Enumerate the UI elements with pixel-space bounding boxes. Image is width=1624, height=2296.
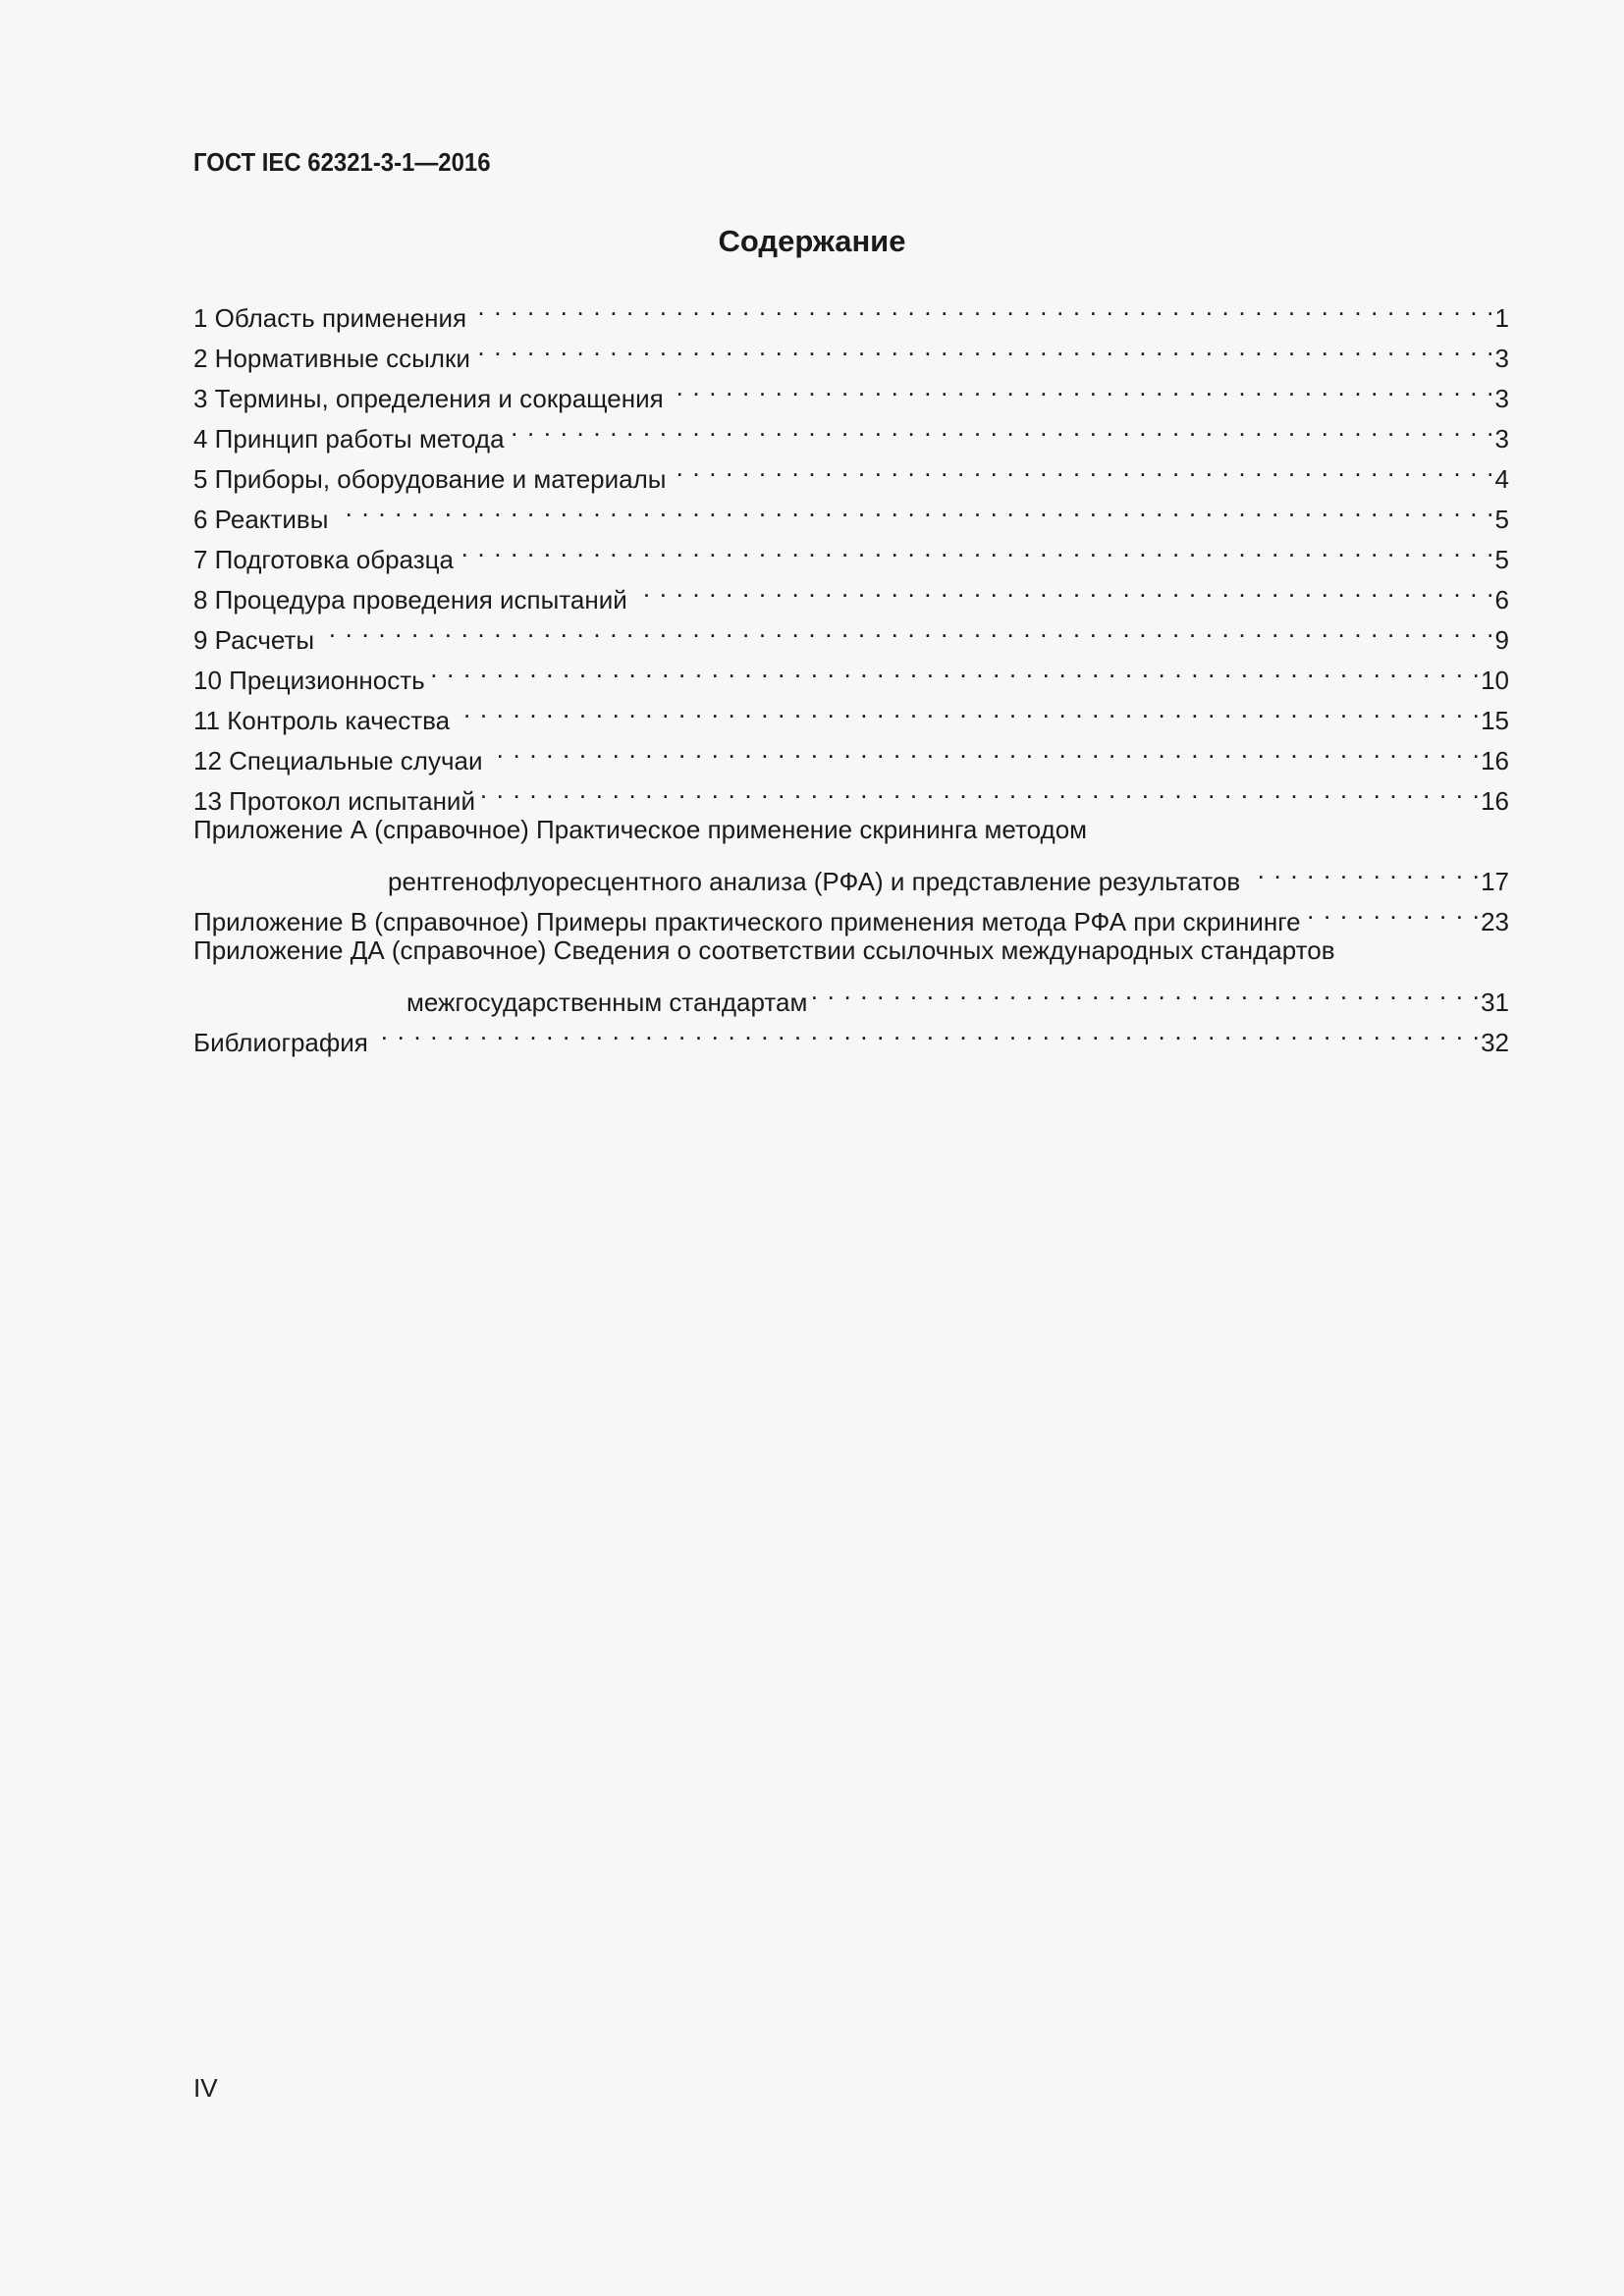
- dot-leader: [511, 407, 1495, 448]
- toc-title: Содержание: [718, 224, 906, 258]
- toc-entry-page: 9: [1494, 625, 1509, 655]
- toc-entry-page: 5: [1494, 505, 1509, 534]
- toc-entry-label: 1 Область применения: [193, 303, 467, 333]
- toc-entry-label: 12 Специальные случаи: [193, 746, 483, 775]
- toc-entry-label: 11 Контроль качества: [193, 706, 451, 735]
- toc-entry-1[interactable]: [193, 287, 1509, 333]
- dot-leader: [460, 528, 1495, 568]
- dot-leader: [456, 689, 1481, 729]
- toc-entry-page: 16: [1481, 746, 1509, 775]
- toc-entry-label: 5 Приборы, оборудование и материалы: [193, 464, 667, 494]
- dot-leader: [481, 770, 1481, 810]
- dot-leader: [374, 1011, 1481, 1051]
- toc-entry-9[interactable]: [193, 609, 1509, 655]
- dot-leader: [488, 729, 1481, 770]
- toc-entry-label: 4 Принцип работы метода: [193, 424, 505, 454]
- dot-leader: [476, 327, 1495, 367]
- table-of-contents: [193, 287, 1509, 1057]
- dot-leader: [633, 568, 1495, 609]
- dot-leader: [1307, 890, 1482, 931]
- toc-entry-label: 10 Прецизионность: [193, 666, 425, 695]
- toc-entry-page: 10: [1481, 666, 1509, 695]
- toc-appendix-a-line1: Приложение А (справочное) Практическое применение скрининга методом: [193, 815, 1088, 844]
- toc-entry-page: 6: [1494, 585, 1509, 614]
- toc-entry-label: 9 Расчеты: [193, 625, 315, 655]
- toc-entry-page: 15: [1481, 706, 1509, 735]
- toc-entry-page: 4: [1494, 464, 1509, 494]
- toc-appendix-a[interactable]: [193, 810, 1509, 896]
- toc-appendix-da[interactable]: [193, 931, 1509, 1017]
- toc-entry-page: 17: [1481, 867, 1509, 896]
- toc-bibliography-label: Библиография: [193, 1028, 368, 1057]
- toc-appendix-da-line1: Приложение ДА (справочное) Сведения о соответствии ссылочных международных стандартов: [193, 935, 1335, 965]
- toc-appendix-da-line2: межгосударственным стандартам: [406, 988, 808, 1017]
- toc-appendix-b-label: Приложение В (справочное) Примеры практического применения метода РФА при скрининге: [193, 907, 1301, 936]
- toc-entry-10[interactable]: [193, 649, 1509, 695]
- toc-entry-page: 3: [1494, 344, 1509, 373]
- toc-entry-label: 7 Подготовка образца: [193, 545, 455, 574]
- toc-entry-label: 6 Реактивы: [193, 505, 329, 534]
- toc-entry-page: 3: [1494, 424, 1509, 454]
- toc-bibliography[interactable]: [193, 1011, 1509, 1057]
- toc-entry-label: 13 Протокол испытаний: [193, 786, 475, 816]
- toc-entry-label: 8 Процедура проведения испытаний: [193, 585, 627, 614]
- toc-entry-label: 3 Термины, определения и сокращения: [193, 384, 664, 413]
- toc-entry-page: 23: [1481, 907, 1509, 936]
- dot-leader: [670, 367, 1495, 407]
- toc-entry-page: 16: [1481, 786, 1509, 816]
- dot-leader: [320, 609, 1494, 649]
- dot-leader: [672, 448, 1494, 488]
- toc-entry-page: 1: [1494, 303, 1509, 333]
- toc-entry-page: 32: [1481, 1028, 1509, 1057]
- toc-entry-7[interactable]: [193, 528, 1509, 574]
- dot-leader: [813, 971, 1481, 1011]
- toc-entry-page: 31: [1481, 988, 1509, 1017]
- toc-entry-page: 3: [1494, 384, 1509, 413]
- toc-entry-6[interactable]: [193, 488, 1509, 534]
- dot-leader: [431, 649, 1481, 689]
- toc-entry-page: 5: [1494, 545, 1509, 574]
- dot-leader: [334, 488, 1494, 528]
- document-code: ГОСТ IEC 62321-3-1—2016: [193, 147, 491, 177]
- toc-entry-label: 2 Нормативные ссылки: [193, 344, 470, 373]
- page-number: IV: [193, 2073, 218, 2103]
- toc-appendix-a-line2: рентгенофлуоресцентного анализа (РФА) и представление результатов: [388, 867, 1241, 896]
- dot-leader: [472, 287, 1494, 327]
- dot-leader: [1246, 850, 1481, 890]
